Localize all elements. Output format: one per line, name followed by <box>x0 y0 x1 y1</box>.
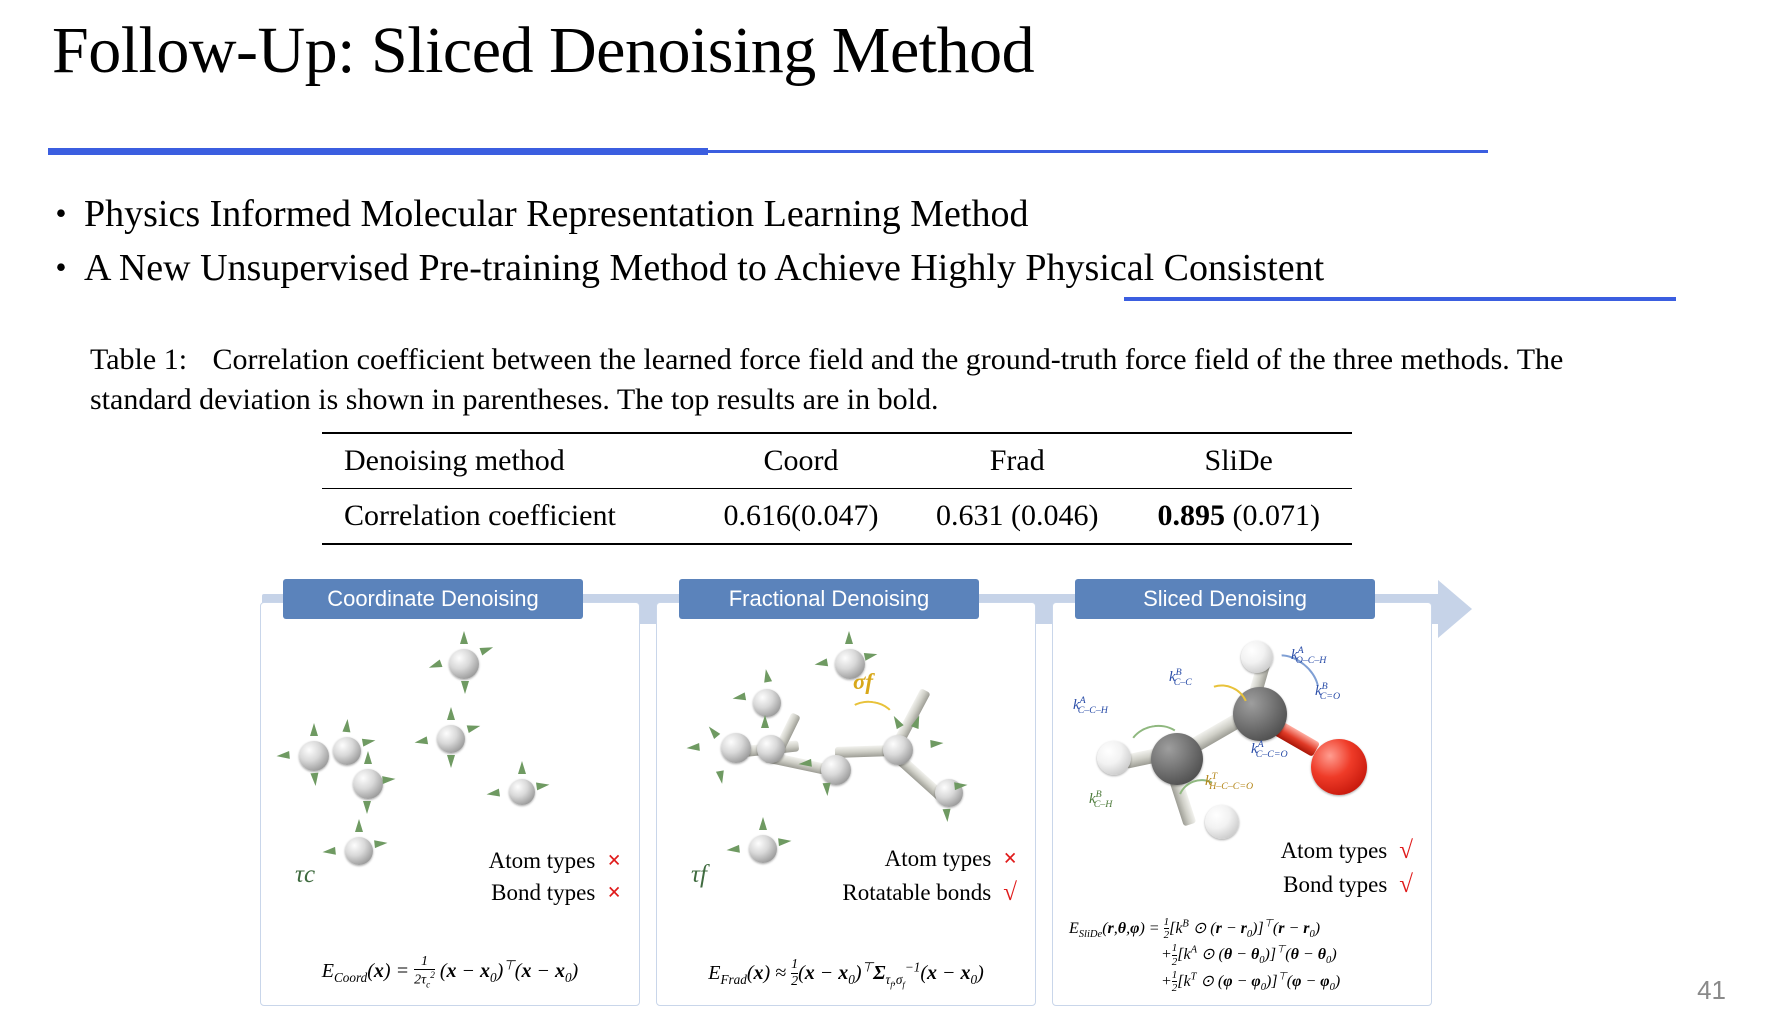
noise-vector-icon <box>706 724 720 739</box>
legend-row <box>842 876 1017 910</box>
atom-sphere <box>449 649 479 679</box>
results-table <box>322 432 1352 545</box>
atom-sphere <box>883 735 913 765</box>
cell-frad: 0.631 (0.046) <box>909 489 1125 545</box>
cell-coord: 0.616(0.047) <box>693 489 909 545</box>
legend-label: Atom types <box>1280 838 1388 863</box>
noise-vector-icon <box>845 631 853 644</box>
slide-page-number: 41 <box>1697 975 1726 1005</box>
atom-hydrogen <box>1097 741 1131 775</box>
atom-sphere <box>749 835 777 863</box>
molecule-diagram-sliced <box>1053 629 1431 861</box>
noise-vector-icon <box>460 631 468 644</box>
legend-sliced <box>1281 834 1413 901</box>
noise-vector-icon <box>276 751 290 760</box>
noise-vector-icon <box>759 817 767 830</box>
legend-mark-check-icon: √ <box>1003 878 1017 906</box>
formula-fractional: $E_{Frad}(x)$ ≈ $\frac{1}{2}$ $(x - x_0)^⊤\Sigma_{\tau_f,\sigma_f}^{-1}(x - x_0)$ <box>708 957 984 990</box>
noise-vector-icon <box>447 755 455 768</box>
noise-vector-icon <box>814 658 828 668</box>
legend-label: Atom types <box>884 846 992 872</box>
atom-sphere <box>721 733 751 763</box>
bullet-list <box>38 188 1738 296</box>
noise-vector-icon <box>355 819 363 832</box>
atom-sphere <box>299 741 329 771</box>
formula-line: + $\frac{1}{2}$ [$k^A$ ⊙ $(\theta - \theta_0)]^⊤(\theta - \theta_0)$ <box>1161 942 1337 968</box>
noise-vector-icon <box>310 723 318 736</box>
cell-slide-bold: 0.895 <box>1157 499 1225 532</box>
bullet-text: A New Unsupervised Pre-training Method to Achieve Highly Physical Consistent <box>84 246 1325 289</box>
legend-row <box>489 877 621 909</box>
legend-mark-x-icon: × <box>607 879 621 906</box>
legend-mark-x-icon: × <box>1003 846 1017 873</box>
noise-vector-icon <box>310 773 319 787</box>
atom-sphere <box>333 737 361 765</box>
atom-sphere <box>437 725 465 753</box>
noise-vector-icon <box>686 743 700 752</box>
legend-label: Bond types <box>1283 871 1388 897</box>
noise-vector-icon <box>954 781 968 790</box>
noise-vector-icon <box>726 845 740 854</box>
noise-vector-icon <box>943 809 952 823</box>
bullet-underline <box>1124 297 1676 301</box>
row-label-correlation: Correlation coefficient <box>322 489 693 545</box>
cell-slide-rest: (0.071) <box>1224 499 1320 532</box>
legend-row <box>842 843 1017 875</box>
k-label-kb-cc: $k^B_{C-C}$ <box>1169 667 1192 688</box>
atom-sphere <box>353 769 383 799</box>
k-label-ca-cch: $k^A_{C-C-H}$ <box>1073 695 1108 716</box>
noise-vector-icon <box>518 761 526 774</box>
cell-slide <box>1125 489 1352 545</box>
noise-vector-icon <box>461 681 469 694</box>
atom-sphere <box>509 779 535 805</box>
bullet-text: Physics Informed Molecular Representation Learning Method <box>84 193 1029 235</box>
tau-label-coordinate: τc <box>295 861 316 888</box>
formula-line: + $\frac{1}{2}$ [$k^T$ ⊙ $(\varphi - \varphi_0)]^⊤(\varphi - \varphi_0)$ <box>1161 968 1341 994</box>
results-table-wrapper <box>322 432 1352 545</box>
noise-vector-icon <box>864 650 878 661</box>
k-label-kb-ch: $k^B_{C-H}$ <box>1089 789 1113 810</box>
table-row <box>322 489 1352 545</box>
formula-line: $E_{SliDe}(r,\theta,\varphi)$ = $\frac{1}{2}$ [$k^B$ ⊙ $(r - r_0)]^⊤(r - r_0)$ <box>1069 916 1321 942</box>
denoising-figure <box>252 580 1462 1012</box>
column-header-coord: Coord <box>693 433 909 489</box>
table-caption <box>90 340 1670 420</box>
noise-vector-icon <box>716 770 726 784</box>
sigma-label: σf <box>853 669 874 694</box>
noise-vector-icon <box>363 801 371 814</box>
noise-vector-icon <box>382 775 396 784</box>
molecule-diagram-fractional <box>657 629 1035 861</box>
formula-sliced <box>1061 916 1431 995</box>
noise-vector-icon <box>362 736 376 746</box>
noise-vector-icon <box>761 715 769 728</box>
noise-vector-icon <box>778 837 792 846</box>
k-label-ka-cco: $k^A_{C-C=O}$ <box>1251 739 1288 760</box>
panel-tab-coordinate: Coordinate Denoising <box>283 579 583 619</box>
atom-oxygen <box>1311 739 1367 795</box>
legend-coordinate <box>489 845 621 909</box>
title-divider-thick <box>48 148 708 155</box>
noise-vector-icon <box>732 692 746 702</box>
noise-vector-icon <box>428 660 443 672</box>
legend-row <box>489 845 621 877</box>
noise-vector-icon <box>322 847 336 856</box>
k-label-kt-hcco: $k^T_{H-C-C=O}$ <box>1205 771 1254 792</box>
tau-label-fractional: τf <box>691 861 707 888</box>
legend-mark-check-icon: √ <box>1399 837 1413 864</box>
formula-coordinate: $E_{Coord}(x)$ = $\frac{1}{2\tau_c^2}$ $(x - x_0)^⊤(x - x_0)$ <box>321 954 579 990</box>
atom-sphere <box>757 735 785 763</box>
atom-sphere <box>821 755 851 785</box>
legend-mark-check-icon: √ <box>1399 870 1413 898</box>
noise-vector-icon <box>447 707 455 720</box>
list-item <box>38 242 1738 296</box>
noise-vector-icon <box>823 783 832 797</box>
atom-sphere <box>345 837 373 865</box>
noise-vector-icon <box>930 739 944 748</box>
table-header-row <box>322 433 1352 489</box>
legend-fractional <box>842 843 1017 909</box>
table-caption-text: Correlation coefficient between the learned force field and the ground-truth force field of the three methods. The standard deviation is shown in parentheses. The top results are in bold. <box>90 343 1564 416</box>
bullet-marker: • <box>55 195 67 231</box>
molecule-diagram-coordinate <box>261 629 639 861</box>
table-caption-label: Table 1: <box>90 343 188 376</box>
noise-vector-icon <box>374 839 388 848</box>
noise-vector-icon <box>467 722 482 733</box>
noise-vector-icon <box>342 719 351 733</box>
title-divider-thin <box>708 150 1488 153</box>
legend-label: Atom types <box>488 847 596 873</box>
atom-sphere <box>753 689 781 717</box>
noise-vector-icon <box>762 668 772 682</box>
panel-tab-fractional: Fractional Denoising <box>679 579 979 619</box>
column-header-method: Denoising method <box>322 433 693 489</box>
column-header-slide: SliDe <box>1125 433 1352 489</box>
legend-label: Rotatable bonds <box>842 879 992 905</box>
panel-coordinate-denoising <box>260 586 640 1006</box>
noise-vector-icon <box>364 751 372 764</box>
panel-sliced-denoising <box>1052 586 1432 1006</box>
legend-row <box>1281 868 1413 902</box>
noise-vector-icon <box>480 644 495 656</box>
page-title: Follow-Up: Sliced Denoising Method <box>52 14 1035 87</box>
bullet-marker: • <box>55 248 67 285</box>
legend-mark-x-icon: × <box>607 847 621 874</box>
k-label-kb-co: $k^B_{C=O}$ <box>1315 681 1341 702</box>
panel-fractional-denoising <box>656 586 1036 1006</box>
rotation-arc-icon <box>845 698 897 736</box>
column-header-frad: Frad <box>909 433 1125 489</box>
legend-row <box>1281 834 1413 868</box>
list-item <box>38 188 1738 242</box>
noise-vector-icon <box>414 736 428 746</box>
noise-vector-icon <box>536 781 550 791</box>
k-label-ka-och: $k^A_{O-C-H}$ <box>1291 645 1327 666</box>
noise-vector-icon <box>486 789 500 799</box>
legend-label: Bond types <box>491 879 596 905</box>
progress-arrow-head <box>1438 580 1472 638</box>
panel-tab-sliced: Sliced Denoising <box>1075 579 1375 619</box>
noise-vector-icon <box>798 759 812 768</box>
